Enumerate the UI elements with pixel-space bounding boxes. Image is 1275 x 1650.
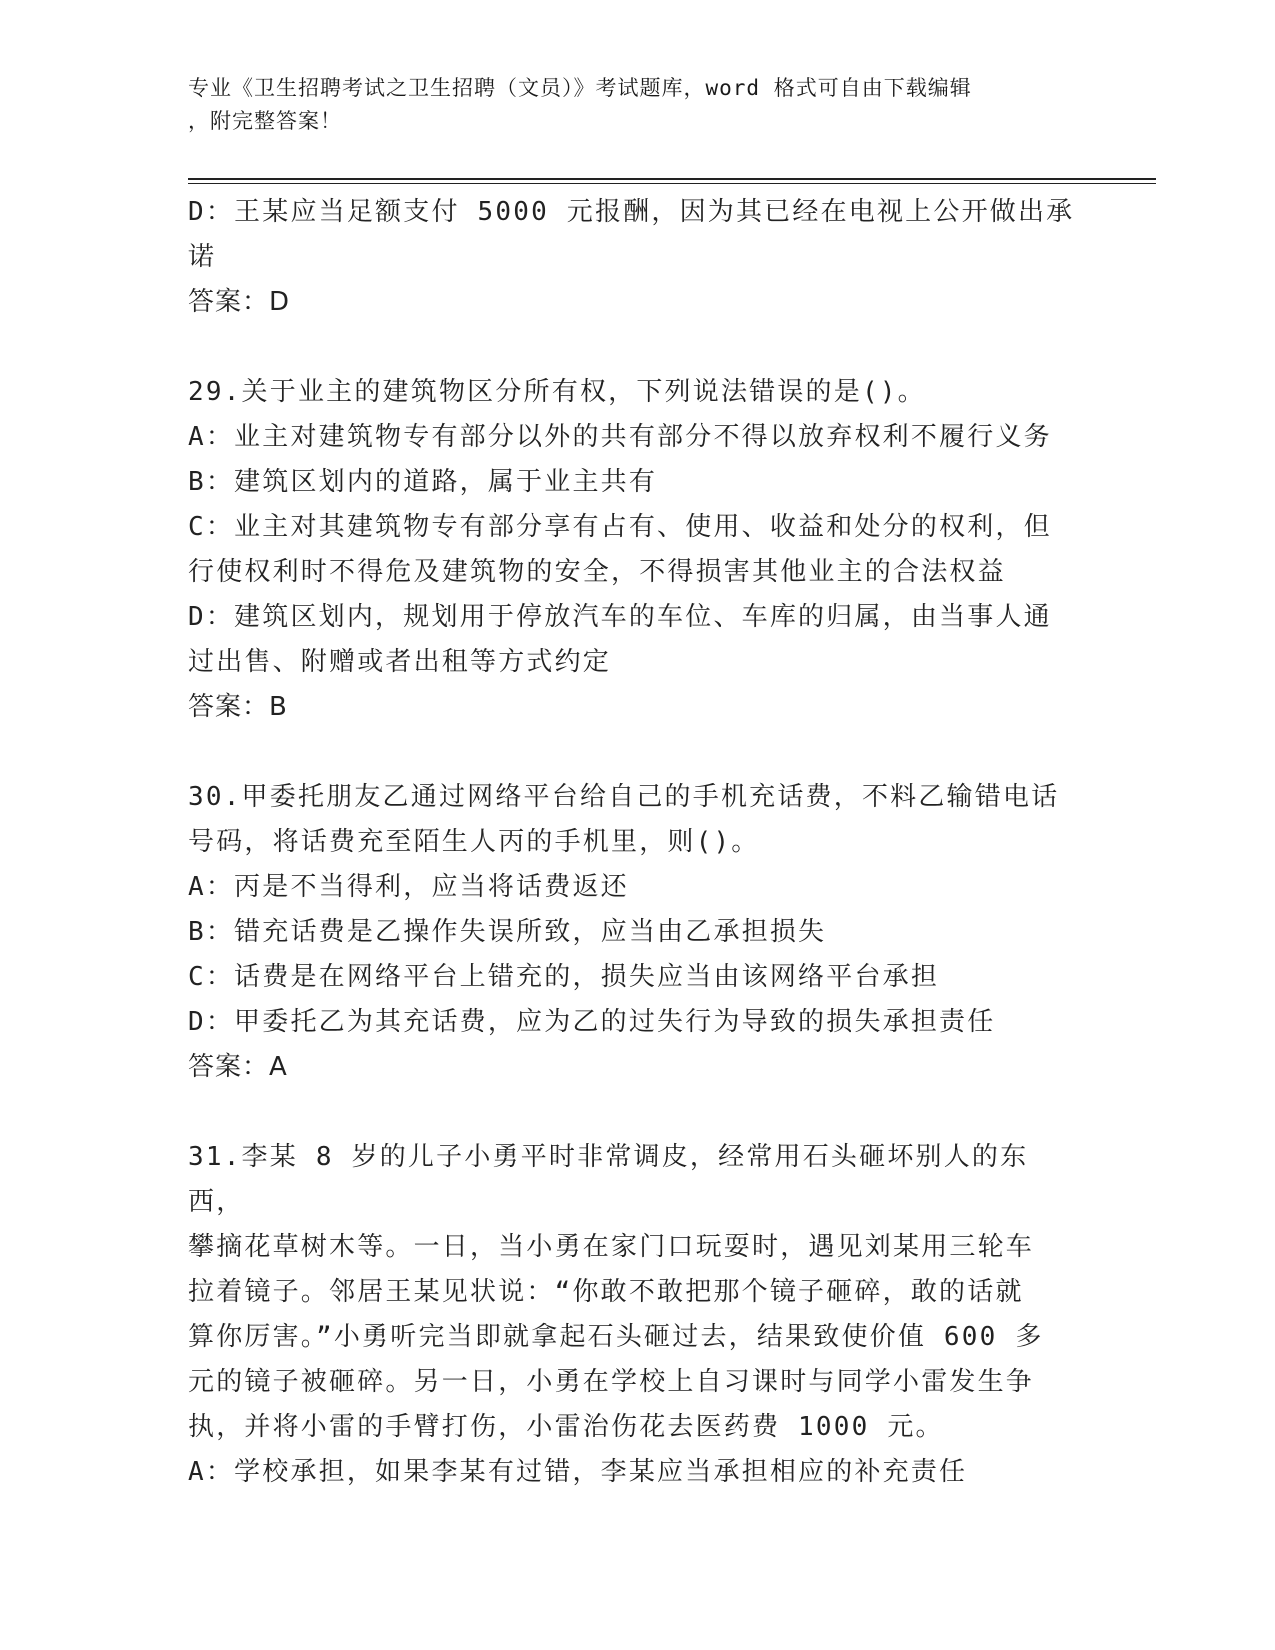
spacer bbox=[188, 1090, 1078, 1135]
header-rule-thin bbox=[188, 183, 1156, 184]
option-d-line-2: 过出售、附赠或者出租等方式约定 bbox=[188, 647, 612, 677]
question-stem-line-3: 拉着镜子。邻居王某见状说：“你敢不敢把那个镜子砸碎，敢的话就 bbox=[188, 1277, 1024, 1307]
option-b: B：错充话费是乙操作失误所致，应当由乙承担损失 bbox=[188, 917, 827, 947]
option-a: A：学校承担，如果李某有过错，李某应当承担相应的补充责任 bbox=[188, 1457, 968, 1487]
header-line-1: 专业《卫生招聘考试之卫生招聘（文员）》考试题库，word 格式可自由下载编辑 bbox=[188, 76, 972, 100]
option-c-line-2: 行使权利时不得危及建筑物的安全，不得损害其他业主的合法权益 bbox=[188, 557, 1006, 587]
spacer bbox=[188, 325, 1078, 370]
answer: 答案：D bbox=[188, 287, 291, 317]
option-c: C：话费是在网络平台上错充的，损失应当由该网络平台承担 bbox=[188, 962, 940, 992]
question-stem-line-2: 攀摘花草树木等。一日，当小勇在家门口玩耍时，遇见刘某用三轮车 bbox=[188, 1232, 1035, 1262]
question-29 bbox=[188, 370, 1078, 730]
option-d-line-1: D：建筑区划内，规划用于停放汽车的车位、车库的归属，由当事人通 bbox=[188, 602, 1052, 632]
option-b: B：建筑区划内的道路，属于业主共有 bbox=[188, 467, 658, 497]
question-stem-line-1: 30.甲委托朋友乙通过网络平台给自己的手机充话费，不料乙输错电话 bbox=[188, 782, 1060, 812]
question-stem-line-4: 算你厉害。”小勇听完当即就拿起石头砸过去，结果致使价值 600 多 bbox=[188, 1322, 1044, 1352]
question-30 bbox=[188, 775, 1078, 1090]
answer: 答案：B bbox=[188, 692, 288, 722]
document-header bbox=[188, 72, 1068, 138]
question-stem-line-6: 执，并将小雷的手臂打伤，小雷治伤花去医药费 1000 元。 bbox=[188, 1412, 944, 1442]
option-a: A：业主对建筑物专有部分以外的共有部分不得以放弃权利不履行义务 bbox=[188, 422, 1052, 452]
header-rule-thick bbox=[188, 178, 1156, 180]
question-stem-line-2: 号码，将话费充至陌生人丙的手机里，则()。 bbox=[188, 827, 760, 857]
question-28 bbox=[188, 190, 1078, 325]
question-content bbox=[188, 190, 1078, 1495]
spacer bbox=[188, 730, 1078, 775]
question-stem-line-1: 31.李某 8 岁的儿子小勇平时非常调皮，经常用石头砸坏别人的东西， bbox=[188, 1142, 1029, 1217]
question-31 bbox=[188, 1135, 1078, 1495]
option-d: D：甲委托乙为其充话费，应为乙的过失行为导致的损失承担责任 bbox=[188, 1007, 996, 1037]
option-d-line-1: D：王某应当足额支付 5000 元报酬，因为其已经在电视上公开做出承 bbox=[188, 197, 1075, 227]
question-stem-line-5: 元的镜子被砸碎。另一日，小勇在学校上自习课时与同学小雷发生争 bbox=[188, 1367, 1035, 1397]
question-stem: 29.关于业主的建筑物区分所有权，下列说法错误的是()。 bbox=[188, 377, 926, 407]
option-c-line-1: C：业主对其建筑物专有部分享有占有、使用、收益和处分的权利，但 bbox=[188, 512, 1052, 542]
header-line-2: ，附完整答案！ bbox=[188, 109, 342, 133]
option-d-line-2: 诺 bbox=[188, 242, 217, 272]
option-a: A：丙是不当得利，应当将话费返还 bbox=[188, 872, 629, 902]
answer: 答案：A bbox=[188, 1052, 288, 1082]
